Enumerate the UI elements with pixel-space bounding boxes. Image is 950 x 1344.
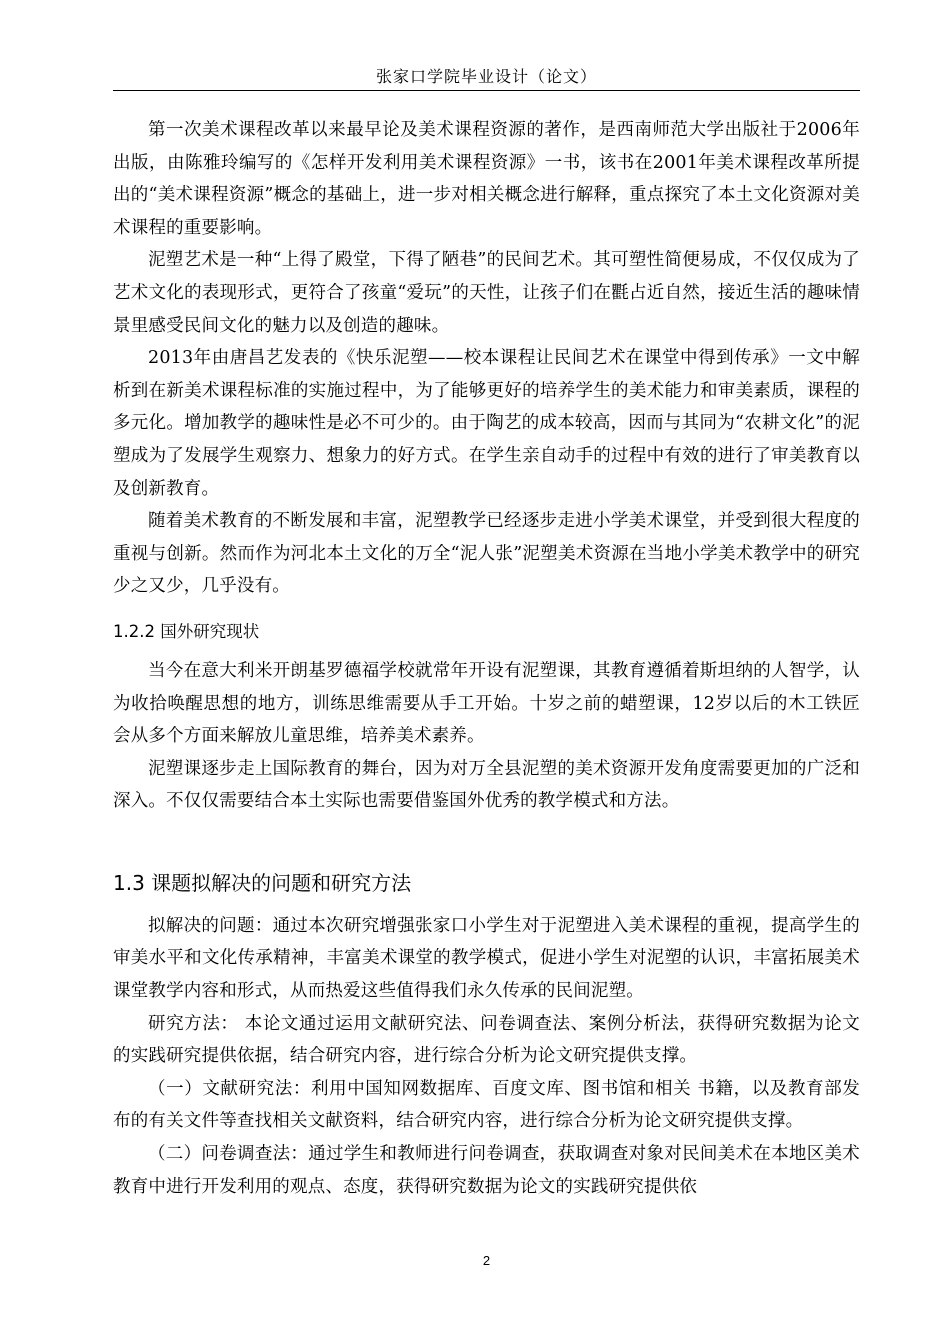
paragraph: 泥塑课逐步走上国际教育的舞台，因为对万全县泥塑的美术资源开发角度需要更加的广泛和深入。不仅仅需要结合本土实际也需要借鉴国外优秀的教学模式和方法。	[113, 758, 860, 812]
body-text	[113, 114, 860, 1203]
paragraph: 2013年由唐昌艺发表的《快乐泥塑——校本课程让民间艺术在课堂中得到传承》一文中解析到在新美术课程标准的实施过程中，为了能够更好的培养学生的美术能力和审美素质，课程的多元化。增加教学的趣味性是必不可少的。由于陶艺的成本较高，因而与其同为“农耕文化”的泥塑成为了发展学生观察力、想象力的好方式。在学生亲自动手的过程中有效的进行了审美教育以及创新教育。	[113, 348, 860, 499]
paragraph: 第一次美术课程改革以来最早论及美术课程资源的著作，是西南师范大学出版社于2006年出版，由陈雅玲编写的《怎样开发利用美术课程资源》一书，该书在2001年美术课程改革所提出的“美术课程资源”概念的基础上，进一步对相关概念进行解释，重点探究了本土文化资源对美术课程的重要影响。	[113, 120, 860, 238]
paragraph: 泥塑艺术是一种“上得了殿堂，下得了陋巷”的民间艺术。其可塑性简便易成，不仅仅成为了艺术文化的表现形式，更符合了孩童“爱玩”的天性，让孩子们在氍占近自然，接近生活的趣味情景里感受民间文化的魅力以及创造的趣味。	[113, 250, 860, 336]
section-heading: 1.3 课题拟解决的问题和研究方法	[113, 870, 412, 895]
paragraph: 随着美术教育的不断发展和丰富，泥塑教学已经逐步走进小学美术课堂，并受到很大程度的重视与创新。然而作为河北本土文化的万全“泥人张”泥塑美术资源在当地小学美术教学中的研究少之又少，几乎没有。	[113, 511, 860, 597]
paragraph: （一）文献研究法：利用中国知网数据库、百度文库、图书馆和相关 书籍，以及教育部发布的有关文件等查找相关文献资料，结合研究内容，进行综合分析为论文研究提供支撑。	[113, 1078, 860, 1132]
running-header: 张家口学院毕业设计（论文）	[375, 67, 597, 86]
paragraph: （二）问卷调查法：通过学生和教师进行问卷调查，获取调查对象对民间美术在本地区美术教育中进行开发利用的观点、态度，获得研究数据为论文的实践研究提供依	[113, 1144, 860, 1197]
subsection-heading: 1.2.2 国外研究现状	[113, 621, 260, 641]
paragraph: 当今在意大利米开朗基罗德福学校就常年开设有泥塑课，其教育遵循着斯坦纳的人智学，认为收拾唤醒思想的地方，训练思维需要从手工开始。十岁之前的蜡塑课，12岁以后的木工铁匠会从多个方面来解放儿童思维，培养美术素养。	[113, 660, 860, 747]
header-rule	[113, 90, 860, 91]
page-number: 2	[482, 1253, 491, 1268]
paragraph: 研究方法： 本论文通过运用文献研究法、问卷调查法、案例分析法，获得研究数据为论文的实践研究提供依据，结合研究内容，进行综合分析为论文研究提供支撑。	[113, 1013, 860, 1067]
paragraph: 拟解决的问题：通过本次研究增强张家口小学生对于泥塑进入美术课程的重视，提高学生的审美水平和文化传承精神，丰富美术课堂的教学模式，促进小学生对泥塑的认识，丰富拓展美术课堂教学内容和形式，从而热爱这些值得我们永久传承的民间泥塑。	[113, 915, 860, 1002]
